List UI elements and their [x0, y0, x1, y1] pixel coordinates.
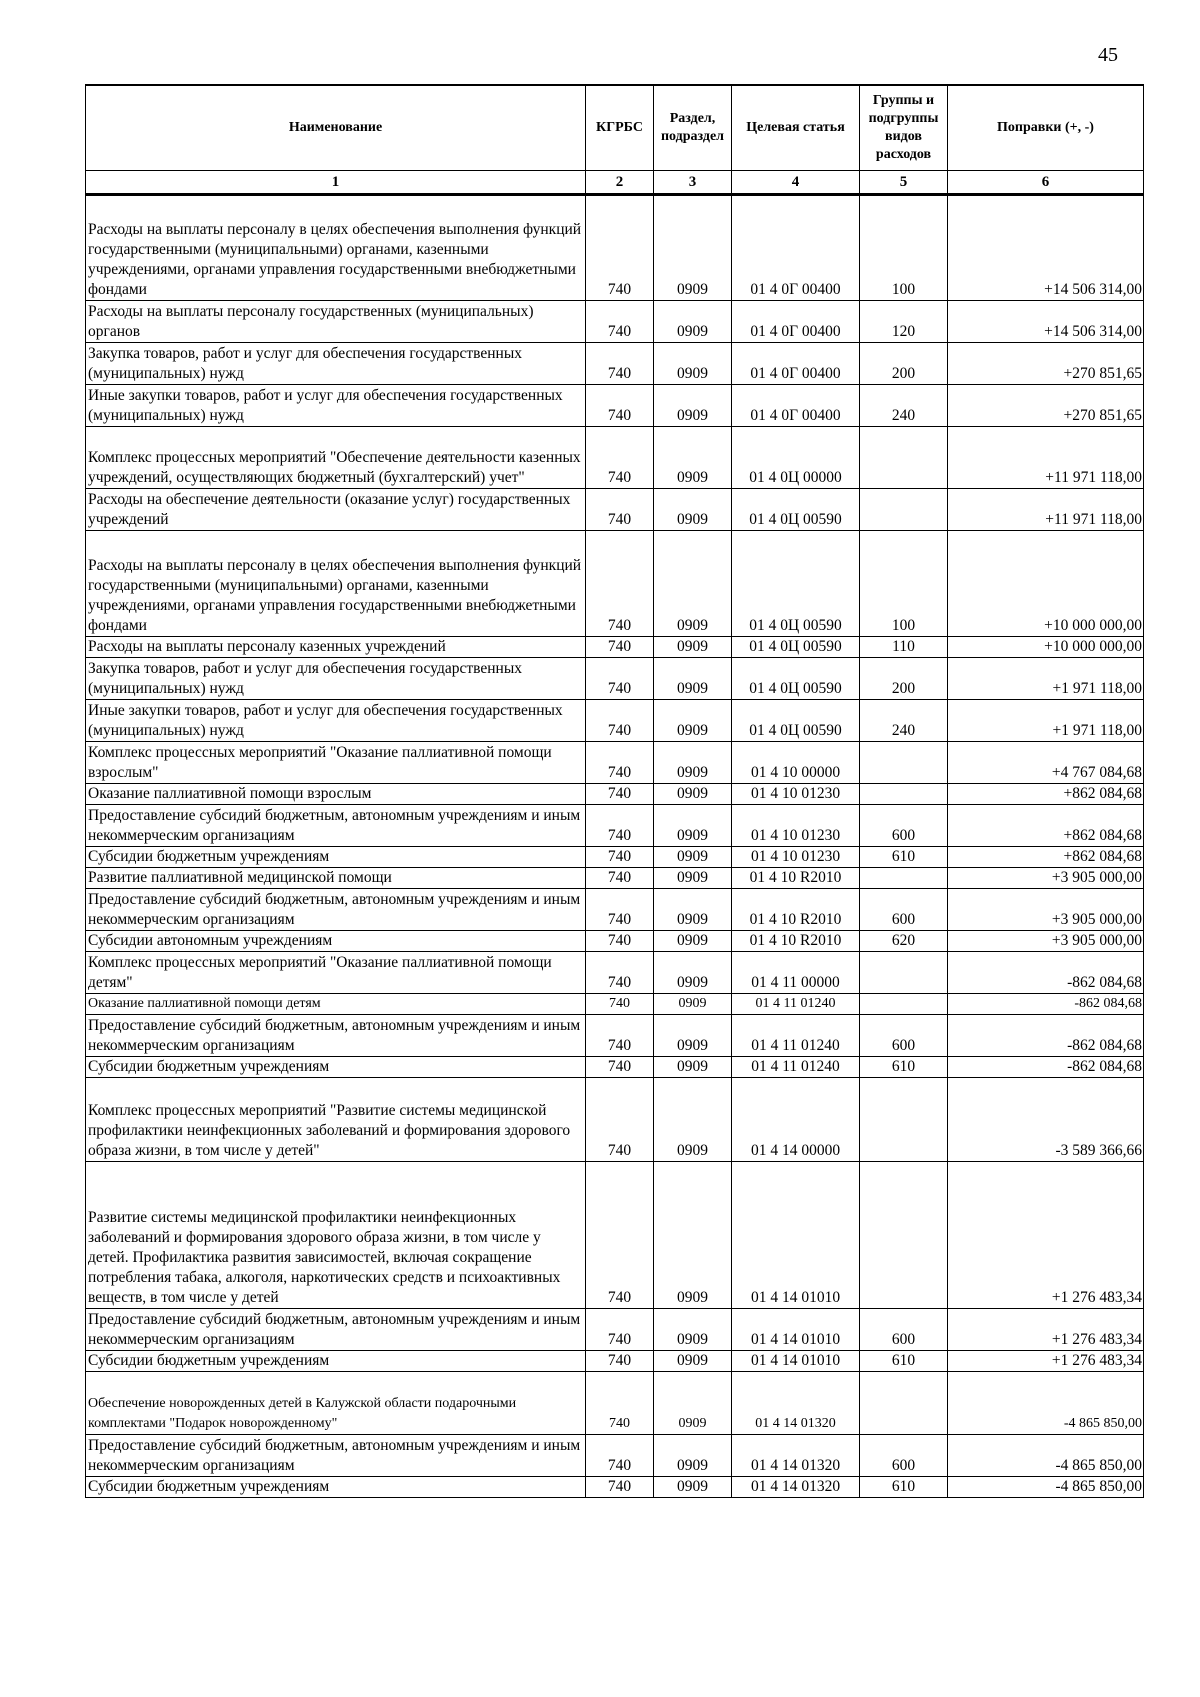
- table-row: [86, 427, 1144, 489]
- table-row: [86, 805, 1144, 847]
- row-section: 0909: [654, 805, 732, 847]
- row-name: Оказание паллиативной помощи детям: [86, 994, 586, 1015]
- row-name: Расходы на выплаты персоналу в целях обеспечения выполнения функций государственными (муниципальными) органами, казенными учреждениями, органами управления государственными внебюджетными фондами: [86, 195, 586, 301]
- row-group: [860, 1162, 948, 1309]
- row-name: Субсидии бюджетным учреждениям: [86, 1477, 586, 1498]
- row-section: 0909: [654, 931, 732, 952]
- row-amount: +270 851,65: [948, 385, 1144, 427]
- row-section: 0909: [654, 847, 732, 868]
- row-target: 01 4 0Ц 00590: [732, 531, 860, 637]
- row-amount: -4 865 850,00: [948, 1435, 1144, 1477]
- row-amount: -862 084,68: [948, 952, 1144, 994]
- row-target: 01 4 10 R2010: [732, 931, 860, 952]
- table-row: [86, 742, 1144, 784]
- table-row: [86, 1015, 1144, 1057]
- row-name: Предоставление субсидий бюджетным, автономным учреждениям и иным некоммерческим организациям: [86, 1015, 586, 1057]
- row-target: 01 4 11 00000: [732, 952, 860, 994]
- row-section: 0909: [654, 700, 732, 742]
- row-kgrbs: 740: [586, 195, 654, 301]
- row-name: Развитие системы медицинской профилактики неинфекционных заболеваний и формирования здорового образа жизни, в том числе у детей. Профилактика развития зависимостей, включая сокращение потребления табака, алкоголя, наркотических средств и психоактивных веществ, в том числе у детей: [86, 1162, 586, 1309]
- header-section: Раздел, подраздел: [654, 85, 732, 171]
- row-target: 01 4 0Г 00400: [732, 385, 860, 427]
- row-target: 01 4 10 00000: [732, 742, 860, 784]
- row-group: 600: [860, 1015, 948, 1057]
- row-kgrbs: 740: [586, 994, 654, 1015]
- table-row: [86, 1477, 1144, 1498]
- row-group: [860, 489, 948, 531]
- table-row: [86, 1162, 1144, 1309]
- row-amount: +1 971 118,00: [948, 700, 1144, 742]
- row-amount: +1 276 483,34: [948, 1351, 1144, 1372]
- row-name: Комплекс процессных мероприятий "Оказание паллиативной помощи детям": [86, 952, 586, 994]
- column-number: 2: [586, 171, 654, 195]
- row-target: 01 4 10 01230: [732, 847, 860, 868]
- row-group: [860, 784, 948, 805]
- row-name: Расходы на выплаты персоналу в целях обеспечения выполнения функций государственными (муниципальными) органами, казенными учреждениями, органами управления государственными внебюджетными фондами: [86, 531, 586, 637]
- table-row: [86, 868, 1144, 889]
- row-amount: +270 851,65: [948, 343, 1144, 385]
- row-amount: +10 000 000,00: [948, 637, 1144, 658]
- table-row: [86, 658, 1144, 700]
- table-row: [86, 700, 1144, 742]
- row-name: Расходы на выплаты персоналу казенных учреждений: [86, 637, 586, 658]
- row-kgrbs: 740: [586, 1435, 654, 1477]
- row-kgrbs: 740: [586, 658, 654, 700]
- row-amount: -862 084,68: [948, 1057, 1144, 1078]
- row-name: Субсидии автономным учреждениям: [86, 931, 586, 952]
- row-group: [860, 427, 948, 489]
- table-row: [86, 489, 1144, 531]
- table-row: [86, 1372, 1144, 1435]
- row-amount: +3 905 000,00: [948, 931, 1144, 952]
- row-kgrbs: 740: [586, 1309, 654, 1351]
- header-row: [86, 85, 1144, 171]
- row-target: 01 4 11 01240: [732, 994, 860, 1015]
- row-name: Предоставление субсидий бюджетным, автономным учреждениям и иным некоммерческим организациям: [86, 889, 586, 931]
- row-target: 01 4 11 01240: [732, 1015, 860, 1057]
- row-amount: -4 865 850,00: [948, 1372, 1144, 1435]
- row-group: 600: [860, 1435, 948, 1477]
- row-group: 200: [860, 343, 948, 385]
- column-number: 5: [860, 171, 948, 195]
- row-group: 240: [860, 700, 948, 742]
- row-kgrbs: 740: [586, 1351, 654, 1372]
- row-target: 01 4 11 01240: [732, 1057, 860, 1078]
- row-kgrbs: 740: [586, 1372, 654, 1435]
- row-target: 01 4 14 01010: [732, 1351, 860, 1372]
- row-kgrbs: 740: [586, 952, 654, 994]
- row-target: 01 4 10 01230: [732, 784, 860, 805]
- row-name: Субсидии бюджетным учреждениям: [86, 1057, 586, 1078]
- row-section: 0909: [654, 1015, 732, 1057]
- row-amount: +14 506 314,00: [948, 301, 1144, 343]
- row-amount: +1 276 483,34: [948, 1309, 1144, 1351]
- row-name: Комплекс процессных мероприятий "Оказание паллиативной помощи взрослым": [86, 742, 586, 784]
- row-target: 01 4 0Ц 00590: [732, 658, 860, 700]
- row-section: 0909: [654, 343, 732, 385]
- row-amount: -862 084,68: [948, 1015, 1144, 1057]
- row-group: [860, 1078, 948, 1162]
- row-section: 0909: [654, 1351, 732, 1372]
- row-section: 0909: [654, 784, 732, 805]
- row-group: 200: [860, 658, 948, 700]
- header-groups: Группы и подгруппы видов расходов: [860, 85, 948, 171]
- row-amount: -862 084,68: [948, 994, 1144, 1015]
- header-amend: Поправки (+, -): [948, 85, 1144, 171]
- row-target: 01 4 14 01320: [732, 1477, 860, 1498]
- row-group: [860, 742, 948, 784]
- table-row: [86, 889, 1144, 931]
- column-number: 6: [948, 171, 1144, 195]
- row-amount: +1 971 118,00: [948, 658, 1144, 700]
- row-section: 0909: [654, 531, 732, 637]
- row-section: 0909: [654, 1078, 732, 1162]
- row-target: 01 4 0Г 00400: [732, 343, 860, 385]
- column-number: 1: [86, 171, 586, 195]
- row-kgrbs: 740: [586, 531, 654, 637]
- table-row: [86, 343, 1144, 385]
- row-section: 0909: [654, 195, 732, 301]
- row-name: Закупка товаров, работ и услуг для обеспечения государственных (муниципальных) нужд: [86, 343, 586, 385]
- row-kgrbs: 740: [586, 1162, 654, 1309]
- row-amount: +10 000 000,00: [948, 531, 1144, 637]
- row-section: 0909: [654, 637, 732, 658]
- row-amount: +862 084,68: [948, 784, 1144, 805]
- table-body: [86, 195, 1144, 1498]
- row-amount: +1 276 483,34: [948, 1162, 1144, 1309]
- row-section: 0909: [654, 301, 732, 343]
- row-kgrbs: 740: [586, 742, 654, 784]
- row-group: [860, 868, 948, 889]
- row-target: 01 4 0Ц 00000: [732, 427, 860, 489]
- row-target: 01 4 0Ц 00590: [732, 637, 860, 658]
- row-name: Расходы на обеспечение деятельности (оказание услуг) государственных учреждений: [86, 489, 586, 531]
- row-amount: +11 971 118,00: [948, 427, 1144, 489]
- row-kgrbs: 740: [586, 637, 654, 658]
- row-group: 600: [860, 805, 948, 847]
- row-section: 0909: [654, 489, 732, 531]
- row-kgrbs: 740: [586, 805, 654, 847]
- table-row: [86, 1351, 1144, 1372]
- row-amount: +3 905 000,00: [948, 868, 1144, 889]
- row-target: 01 4 14 01320: [732, 1435, 860, 1477]
- row-amount: +11 971 118,00: [948, 489, 1144, 531]
- row-kgrbs: 740: [586, 931, 654, 952]
- row-kgrbs: 740: [586, 1477, 654, 1498]
- row-name: Развитие паллиативной медицинской помощи: [86, 868, 586, 889]
- column-number: 4: [732, 171, 860, 195]
- row-amount: +862 084,68: [948, 847, 1144, 868]
- row-section: 0909: [654, 742, 732, 784]
- row-group: 610: [860, 847, 948, 868]
- row-amount: +862 084,68: [948, 805, 1144, 847]
- table-row: [86, 931, 1144, 952]
- row-target: 01 4 14 01320: [732, 1372, 860, 1435]
- table-row: [86, 847, 1144, 868]
- row-section: 0909: [654, 1435, 732, 1477]
- row-kgrbs: 740: [586, 343, 654, 385]
- row-target: 01 4 14 01010: [732, 1309, 860, 1351]
- row-target: 01 4 0Ц 00590: [732, 489, 860, 531]
- row-target: 01 4 14 01010: [732, 1162, 860, 1309]
- table-row: [86, 952, 1144, 994]
- row-name: Иные закупки товаров, работ и услуг для обеспечения государственных (муниципальных) нужд: [86, 385, 586, 427]
- table-row: [86, 195, 1144, 301]
- row-amount: +4 767 084,68: [948, 742, 1144, 784]
- row-group: 110: [860, 637, 948, 658]
- row-section: 0909: [654, 658, 732, 700]
- row-kgrbs: 740: [586, 1015, 654, 1057]
- row-section: 0909: [654, 1162, 732, 1309]
- row-amount: -3 589 366,66: [948, 1078, 1144, 1162]
- row-group: 120: [860, 301, 948, 343]
- row-group: 100: [860, 531, 948, 637]
- row-name: Обеспечение новорожденных детей в Калужской области подарочными комплектами "Подарок новорожденному": [86, 1372, 586, 1435]
- row-section: 0909: [654, 427, 732, 489]
- row-name: Закупка товаров, работ и услуг для обеспечения государственных (муниципальных) нужд: [86, 658, 586, 700]
- row-name: Иные закупки товаров, работ и услуг для обеспечения государственных (муниципальных) нужд: [86, 700, 586, 742]
- row-section: 0909: [654, 994, 732, 1015]
- row-target: 01 4 10 R2010: [732, 889, 860, 931]
- row-kgrbs: 740: [586, 385, 654, 427]
- row-name: Расходы на выплаты персоналу государственных (муниципальных) органов: [86, 301, 586, 343]
- row-group: [860, 952, 948, 994]
- row-target: 01 4 10 R2010: [732, 868, 860, 889]
- row-section: 0909: [654, 868, 732, 889]
- row-section: 0909: [654, 1057, 732, 1078]
- header-target: Целевая статья: [732, 85, 860, 171]
- row-group: 610: [860, 1477, 948, 1498]
- row-target: 01 4 0Г 00400: [732, 301, 860, 343]
- header-name: Наименование: [86, 85, 586, 171]
- row-amount: +14 506 314,00: [948, 195, 1144, 301]
- row-kgrbs: 740: [586, 1057, 654, 1078]
- table-row: [86, 1078, 1144, 1162]
- row-kgrbs: 740: [586, 700, 654, 742]
- row-target: 01 4 14 00000: [732, 1078, 860, 1162]
- row-name: Комплекс процессных мероприятий "Развитие системы медицинской профилактики неинфекционных заболеваний и формирования здорового образа жизни, в том числе у детей": [86, 1078, 586, 1162]
- row-kgrbs: 740: [586, 868, 654, 889]
- row-section: 0909: [654, 1477, 732, 1498]
- row-name: Предоставление субсидий бюджетным, автономным учреждениям и иным некоммерческим организациям: [86, 1435, 586, 1477]
- row-group: 240: [860, 385, 948, 427]
- row-kgrbs: 740: [586, 784, 654, 805]
- row-kgrbs: 740: [586, 489, 654, 531]
- row-section: 0909: [654, 1372, 732, 1435]
- row-group: [860, 994, 948, 1015]
- row-name: Предоставление субсидий бюджетным, автономным учреждениям и иным некоммерческим организациям: [86, 805, 586, 847]
- column-number: 3: [654, 171, 732, 195]
- table-row: [86, 385, 1144, 427]
- row-group: 610: [860, 1057, 948, 1078]
- table-row: [86, 1309, 1144, 1351]
- row-name: Субсидии бюджетным учреждениям: [86, 1351, 586, 1372]
- row-name: Оказание паллиативной помощи взрослым: [86, 784, 586, 805]
- row-group: 620: [860, 931, 948, 952]
- row-name: Комплекс процессных мероприятий "Обеспечение деятельности казенных учреждений, осуществляющих бюджетный (бухгалтерский) учет": [86, 427, 586, 489]
- column-number-row: [86, 171, 1144, 195]
- row-group: 100: [860, 195, 948, 301]
- row-kgrbs: 740: [586, 889, 654, 931]
- table-row: [86, 1057, 1144, 1078]
- row-section: 0909: [654, 889, 732, 931]
- row-target: 01 4 0Г 00400: [732, 195, 860, 301]
- table-row: [86, 994, 1144, 1015]
- row-group: 600: [860, 889, 948, 931]
- row-kgrbs: 740: [586, 847, 654, 868]
- row-group: [860, 1372, 948, 1435]
- row-name: Предоставление субсидий бюджетным, автономным учреждениям и иным некоммерческим организациям: [86, 1309, 586, 1351]
- row-kgrbs: 740: [586, 301, 654, 343]
- row-group: 610: [860, 1351, 948, 1372]
- row-name: Субсидии бюджетным учреждениям: [86, 847, 586, 868]
- table-row: [86, 531, 1144, 637]
- row-kgrbs: 740: [586, 427, 654, 489]
- table-row: [86, 1435, 1144, 1477]
- table-row: [86, 784, 1144, 805]
- header-kgrbs: КГРБС: [586, 85, 654, 171]
- table-row: [86, 637, 1144, 658]
- row-section: 0909: [654, 952, 732, 994]
- row-target: 01 4 0Ц 00590: [732, 700, 860, 742]
- row-section: 0909: [654, 385, 732, 427]
- row-kgrbs: 740: [586, 1078, 654, 1162]
- budget-table: [85, 84, 1144, 1498]
- page-number: 45: [1098, 44, 1118, 66]
- row-amount: +3 905 000,00: [948, 889, 1144, 931]
- table-row: [86, 301, 1144, 343]
- row-amount: -4 865 850,00: [948, 1477, 1144, 1498]
- row-section: 0909: [654, 1309, 732, 1351]
- row-group: 600: [860, 1309, 948, 1351]
- row-target: 01 4 10 01230: [732, 805, 860, 847]
